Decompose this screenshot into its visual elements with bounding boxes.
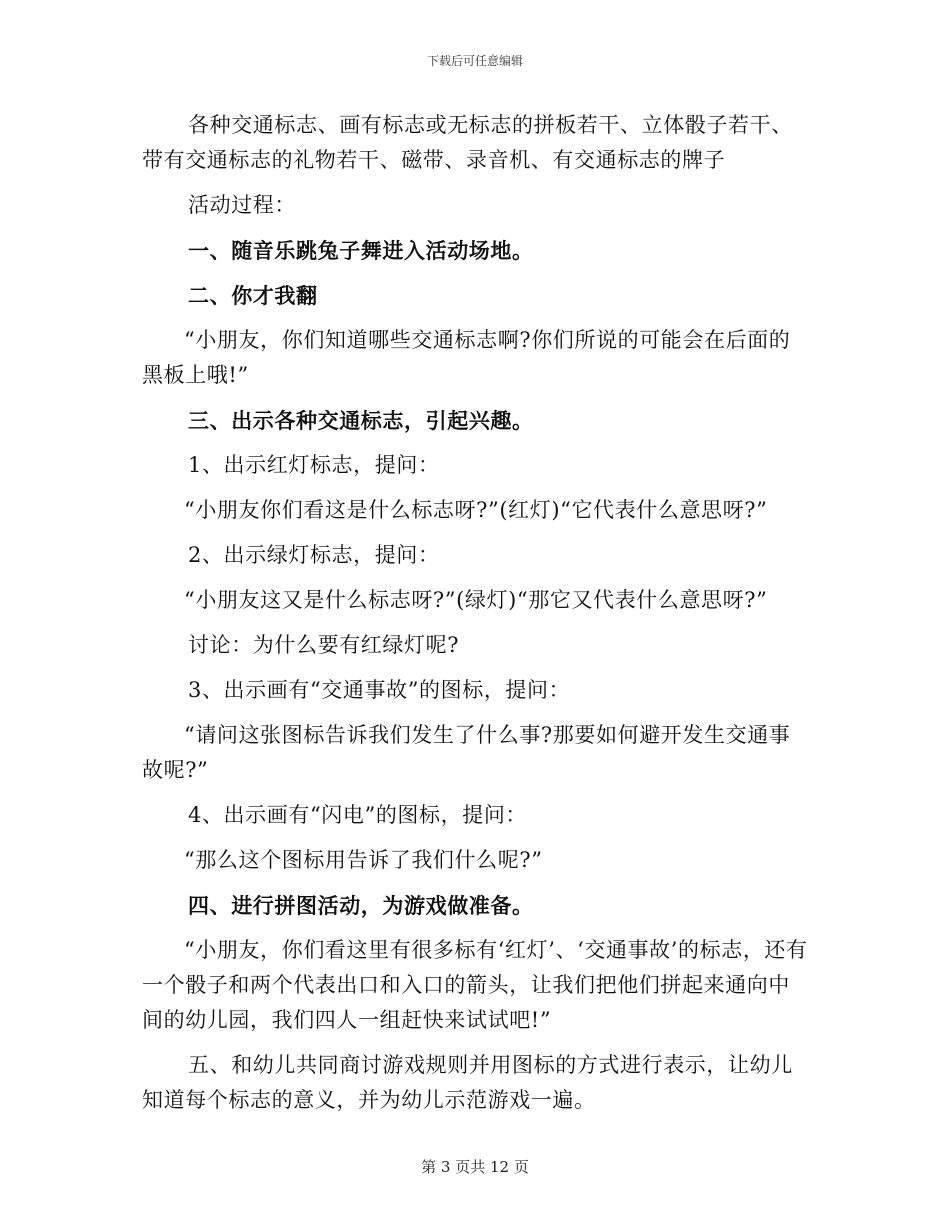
discussion-paragraph: 讨论：为什么要有红绿灯呢? <box>188 633 460 657</box>
section-heading-4: 四、进行拼图活动，为游戏做准备。 <box>188 893 534 918</box>
quote-paragraph: “请问这张图标告诉我们发生了什么事?那要如何避开发生交通事故呢?” <box>142 723 791 782</box>
process-label: 活动过程： <box>188 193 296 217</box>
page-footer: 第 3 页共 12 页 <box>421 1158 529 1176</box>
section-heading-3: 三、出示各种交通标志，引起兴趣。 <box>188 408 534 433</box>
quote-paragraph: “小朋友，你们看这里有很多标有‘红灯’、‘交通事故’的标志，还有一个骰子和两个代表出口和入口的箭头，让我们把他们拼起来通向中间的幼儿园，我们四人一组赶快来试试吧!” <box>142 938 808 1032</box>
step-2: 2、出示绿灯标志，提问： <box>188 543 440 567</box>
quote-paragraph: “小朋友，你们知道哪些交通标志啊?你们所说的可能会在后面的黑板上哦!” <box>142 328 791 387</box>
page-header: 下载后可任意编辑 <box>426 54 523 68</box>
section-heading-2: 二、你才我翻 <box>188 283 318 308</box>
section-5-paragraph: 五、和幼儿共同商讨游戏规则并用图标的方式进行表示，让幼儿知道每个标志的意义，并为幼儿示范游戏一遍。 <box>142 1053 793 1112</box>
section-heading-1: 一、随音乐跳兔子舞进入活动场地。 <box>188 238 534 263</box>
materials-paragraph: 各种交通标志、画有标志或无标志的拼板若干、立体骰子若干、带有交通标志的礼物若干、磁带、录音机、有交通标志的牌子 <box>142 113 793 172</box>
step-1: 1、出示红灯标志，提问： <box>188 453 440 477</box>
document-body <box>142 108 810 1128</box>
quote-paragraph: “小朋友你们看这是什么标志呀?”(红灯)“它代表什么意思呀?” <box>184 498 768 522</box>
quote-paragraph: “小朋友这又是什么标志呀?”(绿灯)“那它又代表什么意思呀?” <box>184 588 768 612</box>
quote-paragraph: “那么这个图标用告诉了我们什么呢?” <box>184 848 543 872</box>
step-4: 4、出示画有“闪电”的图标，提问： <box>188 803 528 827</box>
step-3: 3、出示画有“交通事故”的图标，提问： <box>188 678 571 702</box>
